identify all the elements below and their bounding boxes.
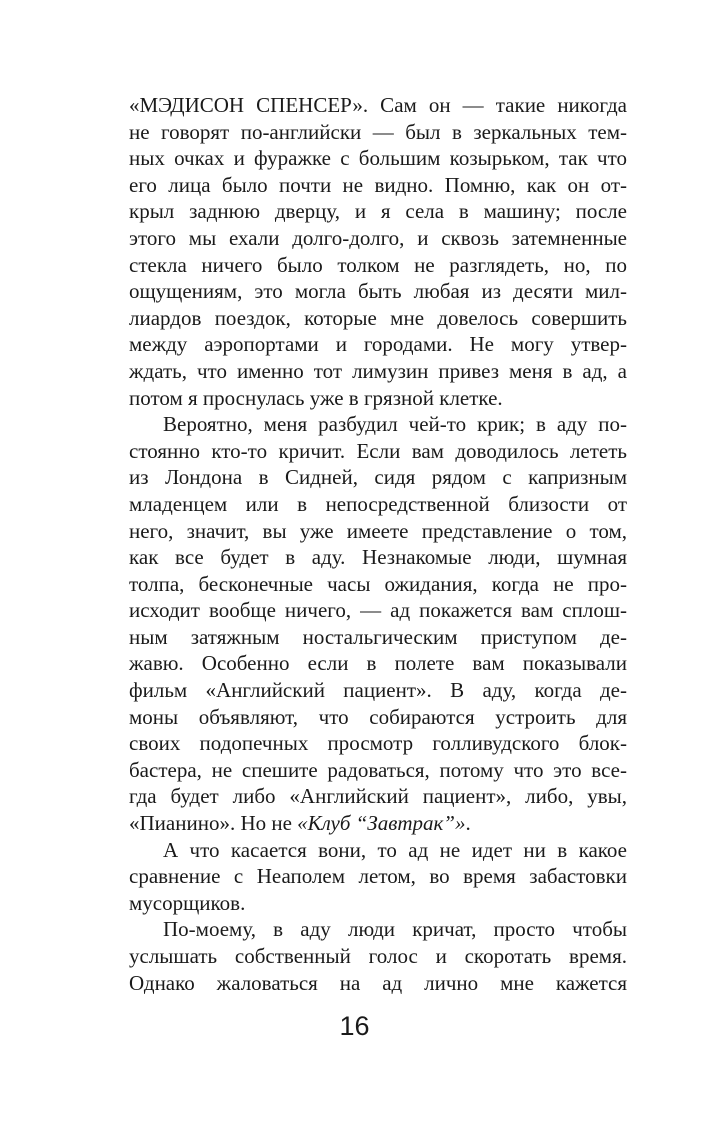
text-line: гда будет либо «Английский пациент», либо, увы, (129, 784, 627, 809)
body-text (129, 92, 627, 996)
text-line: услышать собственный голос и скоротать время. (129, 944, 627, 968)
text-line: ных очках и фуражке с большим козырьком, так что (129, 146, 627, 171)
italic-title: «Клуб “Завтрак”» (297, 811, 466, 836)
text-line: крыл заднюю дверцу, и я села в машину; после (129, 199, 627, 224)
text-line: его лица было почти не видно. Помню, как он от- (129, 172, 627, 197)
text-line: фильм «Английский пациент». В аду, когда де- (129, 678, 627, 703)
text-line: бастера, не спешите радоваться, потому что это все- (129, 757, 627, 782)
text-line: жавю. Особенно если в полете вам показывали (129, 651, 627, 676)
text-line: мусорщиков. (129, 890, 246, 915)
page-number: 16 (339, 1011, 370, 1041)
text-line: «МЭДИСОН СПЕНСЕР». Сам он — такие никогда (129, 93, 627, 117)
text-line: из Лондона в Сидней, сидя рядом с капризным (129, 465, 627, 490)
text-line: потом я проснулась уже в грязной клетке. (129, 385, 503, 410)
text-line: По-моему, в аду люди кричат, просто чтобы (163, 917, 627, 942)
text-line: не говорят по-английски — был в зеркальных тем- (129, 119, 627, 144)
text-line: как все будет в аду. Незнакомые люди, шумная (129, 545, 627, 570)
text-line (129, 810, 627, 837)
text-line: исходит вообще ничего, — ад покажется вам сплош- (129, 598, 627, 623)
text-segment: . (465, 811, 471, 836)
text-line: Вероятно, меня разбудил чей-то крик; в аду по- (163, 412, 627, 437)
text-line: своих подопечных просмотр голливудского блок- (129, 731, 627, 756)
text-line: А что касается вони, то ад не идет ни в какое (163, 837, 627, 862)
text-line: ждать, что именно тот лимузин привез меня в ад, а (129, 358, 627, 383)
text-line: лиардов поездок, которые мне довелось совершить (129, 305, 627, 330)
text-line: ощущениям, это могла быть любая из десяти мил- (129, 279, 627, 304)
text-segment: «Пианино». Но не (129, 811, 298, 836)
text-line: ным затяжным ностальгическим приступом де- (129, 624, 627, 649)
text-line: стоянно кто-то кричит. Если вам доводилось лететь (129, 438, 627, 463)
text-line: младенцем или в непосредственной близости от (129, 491, 627, 516)
text-line: стекла ничего было толком не разглядеть, но, по (129, 252, 627, 277)
text-line: моны объявляют, что собираются устроить для (129, 704, 627, 729)
text-line: него, значит, вы уже имеете представление о том, (129, 518, 627, 543)
text-line: этого мы ехали долго-долго, и сквозь затемненные (129, 225, 627, 250)
text-line: сравнение с Неаполем летом, во время забастовки (129, 864, 627, 889)
text-line: Однако жаловаться на ад лично мне кажется (129, 970, 627, 995)
text-line: между аэропортами и городами. Не могу утвер- (129, 332, 627, 357)
text-line: толпа, бесконечные часы ожидания, когда не про- (129, 571, 627, 596)
